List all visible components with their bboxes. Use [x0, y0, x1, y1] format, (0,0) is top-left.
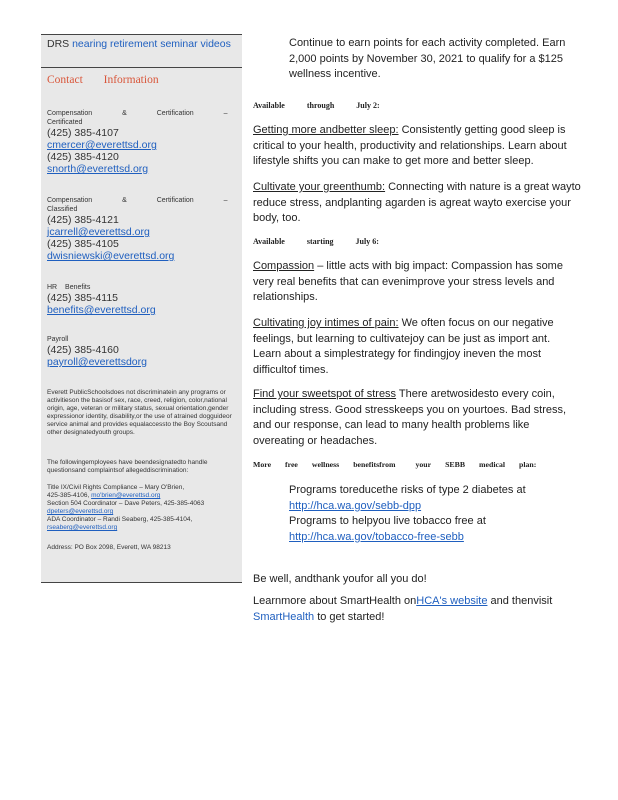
smarthealth-link[interactable]: SmartHealth [253, 610, 315, 623]
contact-information-title: Contact Information [47, 74, 159, 86]
phone-number: (425) 385-4105 [47, 238, 119, 250]
diabetes-program-text: Programs toreducethe risks of type 2 diabetes at [289, 484, 526, 496]
sidebar-top-rule [41, 34, 242, 35]
heading-word: Available [253, 237, 285, 246]
heading-word: July 2: [356, 101, 380, 110]
phone-number: (425) 385-4115 [47, 292, 119, 304]
available-starting-heading [253, 237, 401, 246]
sidebar-divider [41, 67, 242, 68]
heading-word: plan: [519, 460, 537, 469]
greenthumb-title: Cultivate your greenthumb: [253, 181, 386, 193]
contact-label: HR Benefits [47, 284, 91, 291]
heading-word: July 6: [355, 237, 379, 246]
contact-sublabel: Certificated [47, 119, 83, 126]
tobacco-program-text: Programs to helpyou live tobacco free at [289, 515, 486, 527]
phone-number: (425) 385-4107 [47, 127, 119, 139]
heading-word: More [253, 460, 272, 469]
section504-email-link[interactable]: dpeters@everettsd.org [47, 508, 114, 515]
district-address: Address: PO Box 2098, Everett, WA 98213 [47, 544, 171, 551]
closing-line: Be well, andthank youfor all you do! [253, 573, 427, 585]
heading-word: medical [479, 460, 506, 469]
heading-word: starting [306, 237, 334, 246]
available-through-heading [253, 101, 402, 110]
designated-employees-note: The followingemployees have beendesignatedto handle questionsand complaintsof allegeddiscrimination: [47, 459, 208, 474]
heading-word: Available [253, 101, 285, 110]
email-link[interactable]: snorth@everettsd.org [47, 163, 149, 175]
greenthumb-paragraph [253, 180, 581, 227]
contact-comp-certificated [47, 109, 237, 175]
heading-word: wellness [311, 460, 340, 469]
heading-word: through [306, 101, 335, 110]
stress-paragraph [253, 387, 581, 449]
contact-label: Compensation & Certification – [47, 197, 228, 204]
ada-contact: ADA Coordinator – Randi Seaberg, 425-385-4104, [47, 516, 193, 523]
stress-title: Find your sweetspot of stress [253, 388, 397, 400]
hca-website-link[interactable]: HCA's website [416, 595, 488, 607]
joy-body: We often focus on our negative feelings, but learning to cultivatejoy can be just as import ant. Learn about a simplestrategy for findingjoy ineven the most difficultof times. [253, 317, 554, 376]
title9-contact: Title IX/Civil Rights Compliance – Mary O'Brien, [47, 484, 185, 491]
heading-word: benefitsfrom [353, 460, 396, 469]
email-link[interactable]: benefits@everettsd.org [47, 304, 156, 316]
contact-hr-benefits [47, 283, 237, 316]
contact-sublabel: Classified [47, 206, 78, 213]
intro-paragraph: Continue to earn points for each activity completed. Earn 2,000 points by November 30, 2021 to qualify for a $125 wellness incentive. [289, 37, 566, 80]
tobacco-program-link[interactable]: http://hca.wa.gov/tobacco-free-sebb [289, 530, 464, 543]
compassion-title: Compassion [253, 260, 315, 272]
nondiscrimination-statement: Everett PublicSchoolsdoes not discriminatein any programs or activitieson the basisof sex, race, creed, religion, color,national origin, age, veteran or military status, sexual orientation,gender expressionor identity, disability,or the use of atrained dogguideor service animal and provides equalaccessto the Boy Scoutsand other designatedyouth groups. [47, 389, 232, 436]
heading-word: SEBB [445, 460, 466, 469]
email-link[interactable]: jcarrell@everettsd.org [47, 226, 150, 238]
greenthumb-body: Connecting with nature is a great wayto reduce stress, andplanting agarden is agreat wayto exercise your body, too. [253, 181, 581, 224]
sleep-title: Getting more andbetter sleep: [253, 124, 399, 136]
learn-more-mid: and thenvisit [487, 595, 553, 607]
learn-more-suffix: to get started! [314, 610, 385, 623]
contact-sidebar [41, 34, 242, 583]
more-free-benefits-heading [253, 460, 536, 469]
stress-body: There aretwosidesto every coin, including stress. Good stresskeeps you on yourtoes. Bad stress, and our response, can lead to many health problems like overeating or headaches. [253, 388, 567, 447]
seminar-videos-link[interactable]: nearing retirement seminar videos [72, 38, 231, 50]
phone-number: (425) 385-4160 [47, 344, 119, 356]
joy-title: Cultivating joy intimes of pain: [253, 317, 399, 329]
diabetes-program-link[interactable]: http://hca.wa.gov/sebb-dpp [289, 499, 422, 512]
email-link[interactable]: dwisniewski@everettsd.org [47, 250, 175, 262]
phone-number: (425) 385-4120 [47, 151, 119, 163]
sleep-body: Consistently getting good sleep is critical to your health, productivity and relationships. Learn about lifestyle shifts you can make to get more and better sleep. [253, 124, 567, 167]
phone-number: (425) 385-4121 [47, 214, 119, 226]
title9-email-link[interactable]: mo'brien@everettsd.org [91, 492, 161, 499]
joy-paragraph [253, 316, 581, 378]
contact-label: Compensation & Certification – [47, 110, 228, 117]
heading-word: free [285, 460, 298, 469]
learn-more-text: Learnmore about SmartHealth on [253, 595, 417, 607]
sidebar-bottom-rule [41, 582, 242, 583]
title9-phone: 425-385-4106, [47, 492, 90, 499]
sebb-programs [289, 483, 579, 545]
email-link[interactable]: payroll@everettsdorg [47, 356, 147, 368]
drs-label: DRS [47, 38, 70, 50]
title9-phone-line [47, 492, 237, 500]
contact-comp-classified [47, 196, 237, 262]
email-link[interactable]: cmercer@everettsd.org [47, 139, 157, 151]
section504-contact: Section 504 Coordinator – Dave Peters, 425-385-4063 [47, 500, 205, 507]
contact-payroll [47, 335, 237, 368]
compliance-contacts [47, 484, 237, 532]
compassion-body: – little acts with big impact: Compassion has some very real benefits that can evenimprove your stress levels and relationships. [253, 260, 563, 303]
contact-label: Payroll [47, 336, 69, 343]
compassion-paragraph [253, 259, 581, 306]
heading-word: your [415, 460, 432, 469]
ada-email-link[interactable]: rseaberg@everettsd.org [47, 524, 118, 531]
sidebar-header [47, 38, 231, 50]
learn-more-paragraph [253, 594, 581, 625]
sleep-paragraph [253, 123, 581, 170]
